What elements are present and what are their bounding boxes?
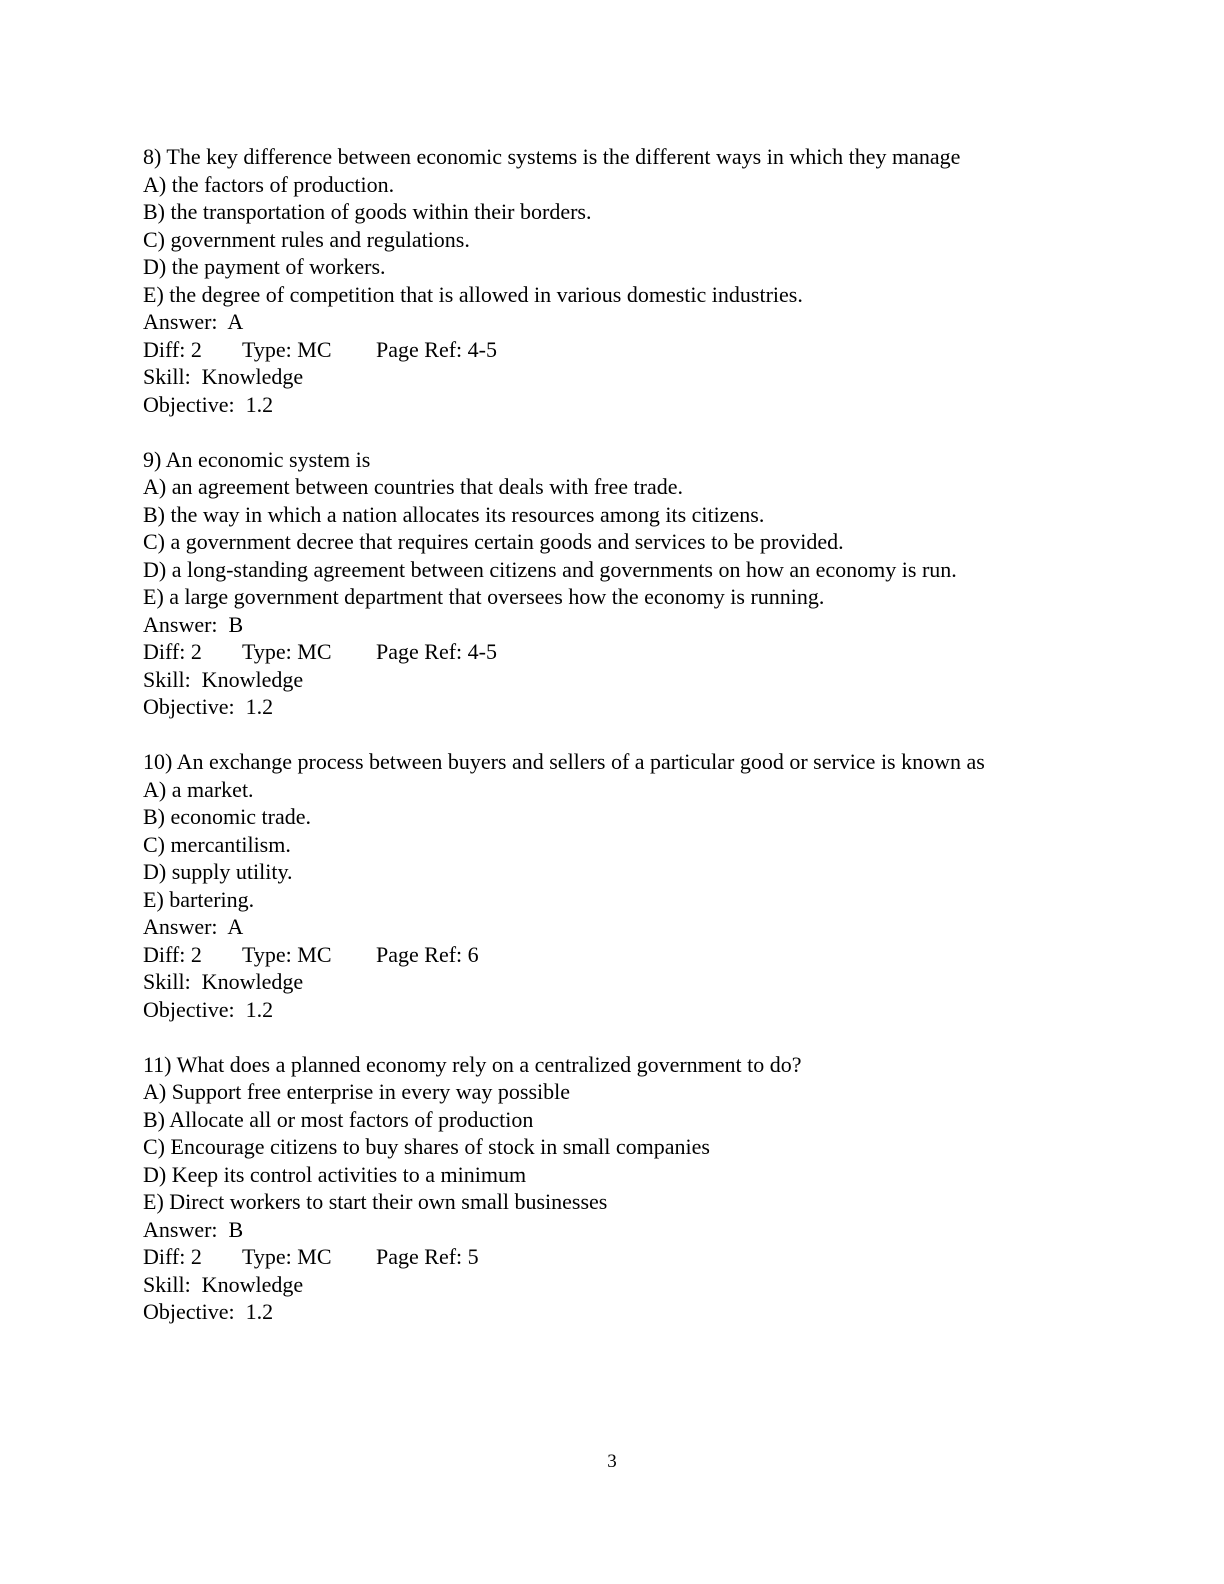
question-10 (143, 748, 1103, 1023)
question-stem: 11) What does a planned economy rely on a centralized government to do? (143, 1051, 802, 1077)
answer-option: D) the payment of workers. (143, 254, 386, 279)
answer-option: D) a long-standing agreement between citizens and governments on how an economy is run. (143, 556, 957, 582)
difficulty: Diff: 2 (143, 941, 202, 967)
answer-option: B) economic trade. (143, 804, 311, 829)
question-9 (143, 446, 1103, 721)
question-stem: 10) An exchange process between buyers and sellers of a particular good or service is known as (143, 749, 985, 774)
answer-option: E) the degree of competition that is allowed in various domestic industries. (143, 281, 803, 307)
answer-option: E) Direct workers to start their own small businesses (143, 1189, 608, 1214)
page-number: 3 (607, 1451, 617, 1472)
answer-option: B) Allocate all or most factors of production (143, 1106, 534, 1132)
answer-option: B) the way in which a nation allocates its resources among its citizens. (143, 501, 765, 527)
answer-option: E) bartering. (143, 886, 255, 912)
difficulty: Diff: 2 (143, 1244, 202, 1269)
page-reference: Page Ref: 4-5 (376, 639, 497, 664)
answer-option: D) supply utility. (143, 859, 293, 884)
page-reference: Page Ref: 6 (376, 941, 479, 967)
question-metadata (143, 638, 1103, 666)
answer-option: A) the factors of production. (143, 171, 395, 197)
objective: Objective: 1.2 (143, 391, 274, 417)
answer-option: D) Keep its control activities to a minimum (143, 1161, 527, 1187)
answer-option: C) Encourage citizens to buy shares of stock in small companies (143, 1134, 710, 1159)
page-reference: Page Ref: 4-5 (376, 336, 497, 362)
answer-option: A) an agreement between countries that deals with free trade. (143, 474, 683, 499)
objective: Objective: 1.2 (143, 694, 274, 719)
objective: Objective: 1.2 (143, 996, 274, 1022)
answer-option: C) mercantilism. (143, 831, 291, 857)
answer-key: Answer: A (143, 914, 244, 939)
question-stem: 8) The key difference between economic systems is the different ways in which they manage (143, 144, 961, 169)
question-type: Type: MC (242, 639, 332, 664)
answer-key: Answer: B (143, 611, 244, 637)
question-8 (143, 143, 1103, 418)
answer-option: A) Support free enterprise in every way possible (143, 1079, 571, 1104)
difficulty: Diff: 2 (143, 639, 202, 664)
skill: Skill: Knowledge (143, 969, 304, 994)
question-type: Type: MC (242, 941, 332, 967)
question-metadata (143, 1243, 1103, 1271)
question-metadata (143, 336, 1103, 364)
question-metadata (143, 941, 1103, 969)
skill: Skill: Knowledge (143, 1271, 304, 1297)
question-type: Type: MC (242, 1244, 332, 1269)
answer-option: A) a market. (143, 776, 254, 802)
answer-option: C) a government decree that requires certain goods and services to be provided. (143, 529, 844, 554)
answer-option: C) government rules and regulations. (143, 226, 470, 252)
answer-option: B) the transportation of goods within their borders. (143, 199, 592, 224)
page-reference: Page Ref: 5 (376, 1244, 479, 1269)
skill: Skill: Knowledge (143, 364, 304, 389)
answer-option: E) a large government department that oversees how the economy is running. (143, 584, 825, 609)
answer-key: Answer: B (143, 1216, 244, 1242)
question-stem: 9) An economic system is (143, 446, 371, 472)
question-list (143, 143, 1103, 1353)
difficulty: Diff: 2 (143, 336, 202, 362)
skill: Skill: Knowledge (143, 666, 304, 692)
question-type: Type: MC (242, 336, 332, 362)
answer-key: Answer: A (143, 309, 244, 334)
objective: Objective: 1.2 (143, 1299, 274, 1324)
question-11 (143, 1051, 1103, 1326)
